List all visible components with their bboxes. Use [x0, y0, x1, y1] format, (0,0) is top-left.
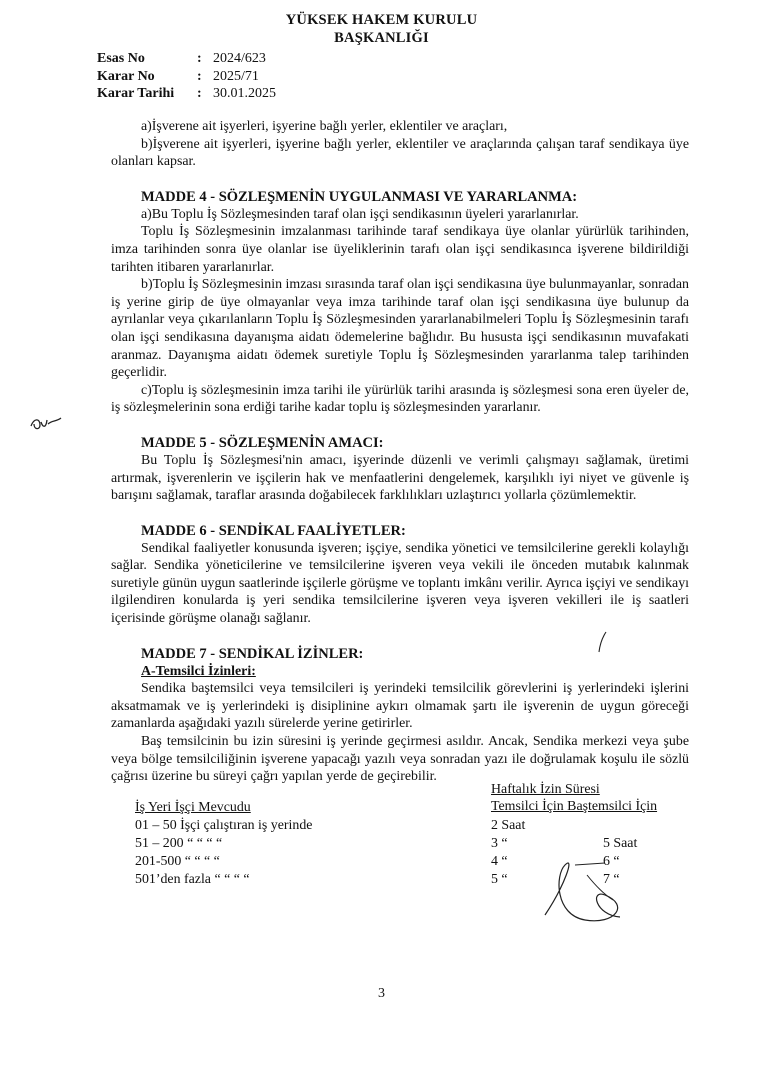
meta-colon: :: [197, 68, 202, 84]
meta-value: 2025/71: [213, 68, 259, 84]
madde6-title: MADDE 6 - SENDİKAL FAALİYETLER:: [141, 522, 406, 539]
madde5-p1: Bu Toplu İş Sözleşmesi'nin amacı, işyerinde düzenli ve verimli çalışmayı sağlamak, üretimi artırmak, işverenlerin ve işçilerin hak ve menfaatlerini dengelemek, karşılıklı iyi niyet ve güvenle iş barışını sağlamak, taraflar arasında doğabilecek farklılıkları uzlaştırıcı yollarla çözümlemektir.: [111, 452, 689, 504]
meta-label: Esas No: [97, 51, 145, 66]
madde7-p2: Baş temsilcinin bu izin süresini iş yerinde geçirmesi asıldır. Ancak, Sendika merkezi veya şube veya bölge temsilciliğinin işverene yapacağı yazılı veya sonradan yazı ile doğrulamak koşulu ile sözlü çağrısı üzerine bu süreyi çağrı yapılan yerde de geçirebilir.: [111, 734, 689, 785]
leave-table-head: 7 “: [603, 871, 620, 887]
leave-table-rep: 3 “: [491, 835, 508, 851]
madde4-p1: a)Bu Toplu İş Sözleşmesinden taraf olan işçi sendikasının üyeleri yararlanırlar.: [141, 206, 579, 222]
madde4-p3: b)Toplu İş Sözleşmesinin imzası sırasında taraf olan işçi sendikasına üye bulunmayanlar, sonradan iş yerine girip de üye olmayanlar veya imza tarihinde taraf olan işçi sendikasına üye bulunup da ayrılanlar veya çıkarılanların Toplu İş Sözleşmesinden yararlanabilmeleri Toplu İş Sözleşmesinin tarafı olan işçi sendikasına dayanışma aidatı ödemelerine bağlıdır. Bu hususta işçi sendikasının muvafakati aranmaz. Dayanışma aidatı ödemek suretiyle Toplu İş Sözleşmesinden yararlanma talep tarihinden geçerlidir.: [111, 277, 689, 381]
meta-label: Karar Tarihi: [97, 86, 175, 101]
meta-label: Karar No: [97, 68, 155, 84]
meta-colon: :: [197, 86, 202, 101]
meta-value: 2024/623: [213, 51, 266, 66]
leave-table-head: 6 “: [603, 853, 620, 869]
meta-value: 30.01.2025: [213, 86, 276, 101]
madde4-title: MADDE 4 - SÖZLEŞMENİN UYGULANMASI VE YARARLANMA:: [141, 188, 578, 205]
leave-table-rep: 5 “: [491, 871, 508, 887]
page-number: 3: [378, 986, 385, 1001]
leave-table-row-label: 201-500 “ “ “ “: [135, 853, 220, 869]
madde7-title: MADDE 7 - SENDİKAL İZİNLER:: [141, 645, 364, 662]
leave-table-row-label: 51 – 200 “ “ “ “: [135, 835, 223, 851]
leave-table-header-weekly: Haftalık İzin Süresi: [491, 781, 600, 797]
presidency: BAŞKANLIĞI: [334, 30, 429, 46]
leave-table-header-columns: Temsilci İçin Baştemsilci İçin: [491, 799, 658, 815]
madde7-subtitle: A-Temsilci İzinleri:: [141, 663, 256, 679]
madde7-p1: Sendika baştemsilci veya temsilcileri iş yerindeki temsilcilik görevlerini iş yerlerindeki işlerini aksatmamak ve iş yerlerindeki iş disiplinine aykırı olmamak şartı ile işverenin de uygun göreceği zamanlarda aşağıdaki yazılı sürelerde yerine getirirler.: [111, 681, 689, 732]
court-name: YÜKSEK HAKEM KURULU: [285, 12, 478, 28]
madde4-p4: c)Toplu iş sözleşmesinin imza tarihi ile yürürlük tarihi arasında iş sözleşmesi sona eren üyeler de, iş sözleşmelerinin sona erdiği tarihe kadar toplu iş sözleşmesinden yararlanır.: [111, 382, 689, 416]
intro-a: a)İşverene ait işyerleri, işyerine bağlı yerler, eklentiler ve araçları,: [141, 119, 508, 134]
pen-mark: [596, 630, 610, 654]
meta-row: [97, 85, 276, 103]
document-body: [111, 118, 689, 887]
meta-colon: :: [197, 51, 202, 66]
leave-table-row-label: 01 – 50 İşçi çalıştıran iş yerinde: [135, 817, 313, 833]
case-meta: [97, 50, 276, 103]
handwritten-signature-mark: [535, 845, 645, 935]
madde5-title: MADDE 5 - SÖZLEŞMENİN AMACI:: [141, 434, 384, 451]
meta-row: [97, 50, 276, 68]
madde6-p1: Sendikal faaliyetler konusunda işveren; işçiye, sendika yönetici ve temsilcilerine gerekli kolaylığı sağlar. Sendika yöneticilerine ve temsilcilerine işveren veya vekili ile önceden mutabık kalınmak suretiyle günün uygun saatlerinde işçilerle görüşme ve toplantı imkânı verilir. Ayrıca işçiyi ve sendikayı ilgilendiren konularda iş yeri sendika temsilcilerine işveren veya işveren vekilleri ile iş saatleri içerisinde görüşme olanağı sağlanır.: [111, 540, 689, 627]
leave-table-rep: 4 “: [491, 853, 508, 869]
intro-b: b)İşverene ait işyerleri, işyerine bağlı yerler, eklentiler ve araçlarında çalışan taraf sendikaya üye olanları kapsar.: [111, 136, 689, 170]
leave-table-rep: 2 Saat: [491, 817, 526, 833]
leave-table-left-header: İş Yeri İşçi Mevcudu: [135, 799, 251, 815]
madde4-p2: Toplu İş Sözleşmesinin imzalanması tarihinde taraf sendikaya üye olanlar yürürlük tarihinden, imza tarihinden sonra üye olanlar ise üyeliklerinin tarafı olan işçi sendikasınca işverene bildirildiği tarihten itibaren yararlanırlar.: [111, 224, 689, 275]
leave-table-head: 5 Saat: [603, 835, 638, 851]
leave-table-row-label: 501’den fazla “ “ “ “: [135, 871, 250, 887]
meta-row: [97, 68, 276, 86]
leave-table-right-header: [491, 781, 657, 816]
handwritten-initial-mark: [28, 410, 64, 436]
